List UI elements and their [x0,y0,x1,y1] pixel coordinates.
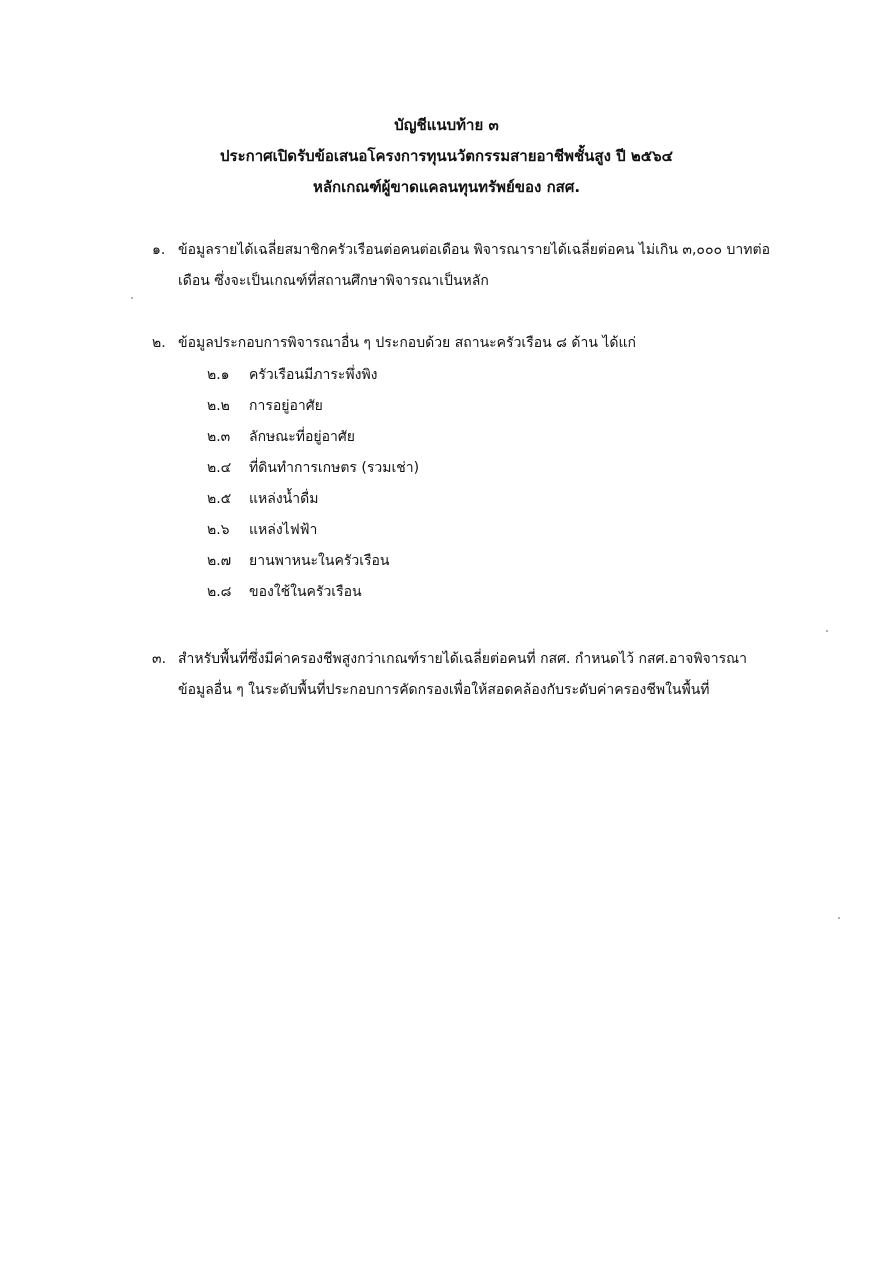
announcement-title: ประกาศเปิดรับข้อเสนอโครงการทุนนวัตกรรมสายอาชีพชั้นสูง ปี ๒๕๖๔ [220,147,673,165]
list-item [207,490,318,508]
list-item-number: ๒.๘ [207,584,232,600]
scan-speck [131,297,133,299]
section-2-number: ๒. [152,335,166,351]
list-item [207,397,323,415]
list-item-number: ๒.๒ [207,398,230,414]
list-item-label: ยานพาหนะในครัวเรือน [249,553,390,569]
section-3-line-2: ข้อมูลอื่น ๆ ในระดับพื้นที่ประกอบการคัดกรองเพื่อให้สอดคล้องกับระดับค่าครองชีพในพื้นที่ [178,682,710,698]
section-1-line-2: เดือน ซึ่งจะเป็นเกณฑ์ที่สถานศึกษาพิจารณาเป็นหลัก [178,273,489,289]
section-3-number: ๓. [152,651,167,667]
list-item-label: ครัวเรือนมีภาระพึ่งพิง [249,367,378,383]
section-3-line-1: สำหรับพื้นที่ซึ่งมีค่าครองชีพสูงกว่าเกณฑ์รายได้เฉลี่ยต่อคนที่ กสศ. กำหนดไว้ กสศ.อาจพิจารณา [178,651,747,667]
list-item-label: แหล่งน้ำดื่ม [249,491,319,507]
list-item [207,583,362,601]
list-item-number: ๒.๕ [207,491,232,507]
scan-speck [826,630,828,632]
section-2-line-1: ข้อมูลประกอบการพิจารณาอื่น ๆ ประกอบด้วย สถานะครัวเรือน ๘ ด้าน ได้แก่ [178,335,637,351]
list-item-number: ๒.๖ [207,522,230,538]
list-item-number: ๒.๑ [207,367,230,383]
annex-title: บัญชีแนบท้าย ๓ [394,116,499,134]
list-item-number: ๒.๓ [207,429,231,445]
list-item-label: แหล่งไฟฟ้า [249,522,318,538]
list-item-label: ของใช้ในครัวเรือน [249,584,362,600]
list-item-label: ลักษณะที่อยู่อาศัย [249,429,355,445]
list-item-number: ๒.๗ [207,553,232,569]
section-1-number: ๑. [152,242,166,258]
list-item-number: ๒.๔ [207,460,232,476]
list-item [207,459,419,477]
list-item-label: ที่ดินทำการเกษตร (รวมเช่า) [249,460,420,476]
section-1-line-1: ข้อมูลรายได้เฉลี่ยสมาชิกครัวเรือนต่อคนต่อเดือน พิจารณารายได้เฉลี่ยต่อคน ไม่เกิน ๓,๐๐๐ บาทต่อ [178,242,770,258]
list-item-label: การอยู่อาศัย [249,398,323,414]
list-item [207,366,378,384]
list-item [207,521,317,539]
scan-speck [838,917,840,919]
list-item [207,552,389,570]
criteria-title: หลักเกณฑ์ผู้ขาดแคลนทุนทรัพย์ของ กสศ. [312,178,581,196]
list-item [207,428,355,446]
